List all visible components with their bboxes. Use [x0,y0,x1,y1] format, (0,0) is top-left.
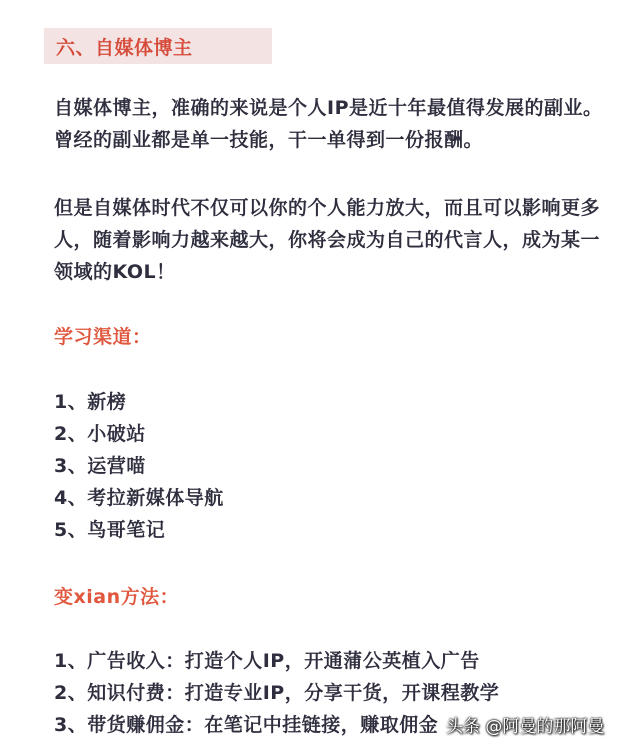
watermark-text: 头条 @阿曼的那阿曼 [446,716,605,737]
list-item: 2、小破站 [54,423,146,445]
list-item: 4、考拉新媒体导航 [54,487,224,509]
list-item: 3、带货赚佣金：在笔记中挂链接，赚取佣金 [54,714,439,736]
learning-channels-heading: 学习渠道： [54,326,152,348]
list-item: 3、运营喵 [54,455,146,477]
intro-paragraph-2: 但是自媒体时代不仅可以你的个人能力放大，而且可以影响更多人，随着影响力越来越大，你将会成为自己的代言人，成为某一领域的KOL！ [54,197,601,283]
list-item: 1、新榜 [54,391,127,413]
intro-paragraph-1: 自媒体博主，准确的来说是个人IP是近十年最值得发展的副业。曾经的副业都是单一技能，干一单得到一份报酬。 [54,97,603,151]
monetization-list [54,645,499,741]
section-title: 六、自媒体博主 [44,28,272,64]
list-item: 2、知识付费：打造专业IP，分享干货，开课程教学 [54,682,500,704]
list-item: 5、鸟哥笔记 [54,519,166,541]
learning-channels-list [54,386,224,546]
list-item: 1、广告收入：打造个人IP，开通蒲公英植入广告 [54,650,480,672]
monetization-heading: 变xian方法： [54,586,180,608]
